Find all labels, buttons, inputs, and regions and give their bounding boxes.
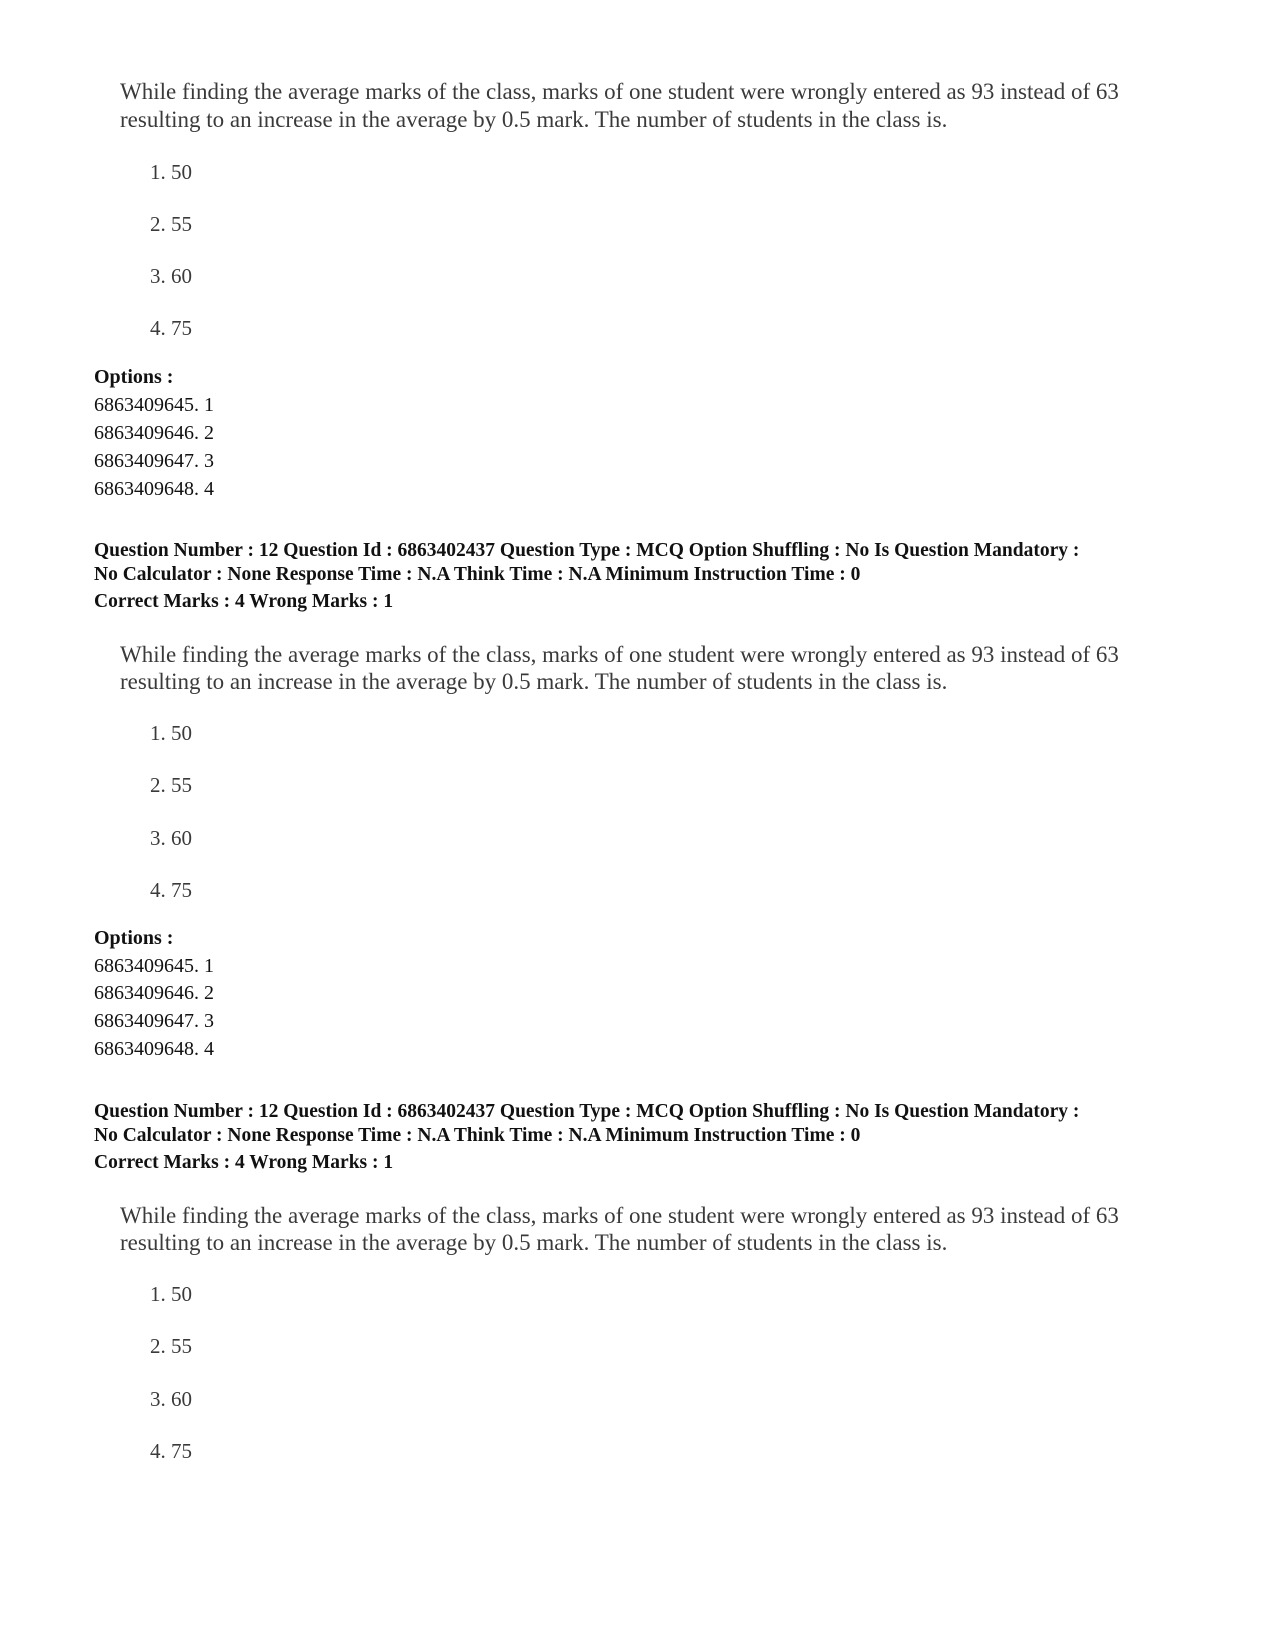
option-row: 6863409647. 3 [94,1010,214,1032]
question-text-line: resulting to an increase in the average by 0.5 mark. The number of students in the class is. [120,1230,948,1255]
option-row: 6863409648. 4 [94,1038,214,1060]
option-row: 6863409646. 2 [94,982,214,1004]
choice-item: 3. 60 [150,1387,192,1411]
question-text-line: While finding the average marks of the class, marks of one student were wrongly entered as 93 instead of 63 [120,1203,1119,1228]
question-meta-line: Question Number : 12 Question Id : 6863402437 Question Type : MCQ Option Shuffling : No Is Question Mandatory : [94,1101,1080,1122]
option-row: 6863409646. 2 [94,422,214,444]
option-row: 6863409647. 3 [94,450,214,472]
question-text-line: resulting to an increase in the average by 0.5 mark. The number of students in the class is. [120,107,948,132]
choice-item: 1. 50 [150,721,192,745]
question-text-line: While finding the average marks of the class, marks of one student were wrongly entered as 93 instead of 63 [120,79,1119,104]
question-meta-line: No Calculator : None Response Time : N.A Think Time : N.A Minimum Instruction Time : 0 [94,1125,861,1146]
marks-line: Correct Marks : 4 Wrong Marks : 1 [94,591,394,612]
question-meta-line: Question Number : 12 Question Id : 6863402437 Question Type : MCQ Option Shuffling : No Is Question Mandatory : [94,540,1080,561]
option-row: 6863409645. 1 [94,394,214,416]
choice-item: 4. 75 [150,878,192,902]
choice-item: 2. 55 [150,773,192,797]
option-row: 6863409648. 4 [94,478,214,500]
question-meta-line: No Calculator : None Response Time : N.A Think Time : N.A Minimum Instruction Time : 0 [94,564,861,585]
choice-item: 2. 55 [150,1334,192,1358]
choice-item: 1. 50 [150,160,192,184]
question-text-line: While finding the average marks of the class, marks of one student were wrongly entered as 93 instead of 63 [120,642,1119,667]
question-text-line: resulting to an increase in the average by 0.5 mark. The number of students in the class is. [120,669,948,694]
choice-item: 2. 55 [150,212,192,236]
choice-item: 3. 60 [150,826,192,850]
marks-line: Correct Marks : 4 Wrong Marks : 1 [94,1152,394,1173]
choice-item: 4. 75 [150,316,192,340]
choice-item: 3. 60 [150,264,192,288]
option-row: 6863409645. 1 [94,955,214,977]
choice-item: 1. 50 [150,1282,192,1306]
choice-item: 4. 75 [150,1439,192,1463]
options-heading: Options : [94,366,174,388]
options-heading: Options : [94,927,174,949]
